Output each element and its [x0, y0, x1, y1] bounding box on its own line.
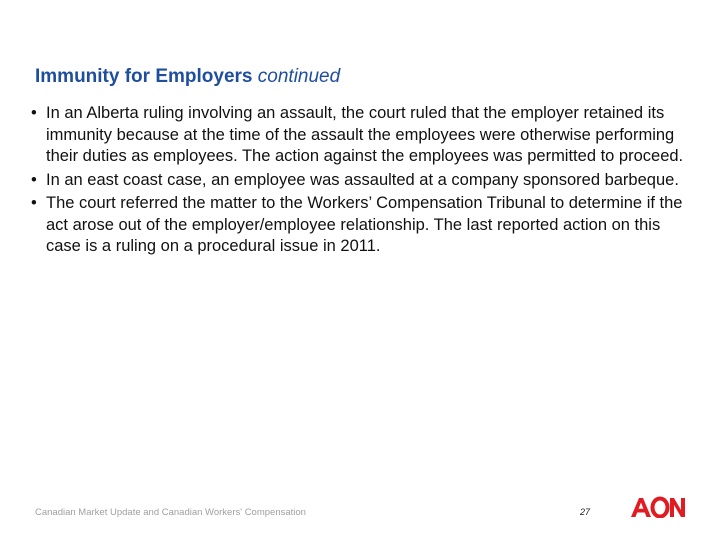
bullet-item — [28, 193, 688, 258]
bullet-dot-icon: • — [31, 194, 37, 212]
bullet-text: In an east coast case, an employee was assaulted at a company sponsored barbeque. — [46, 170, 679, 189]
bullet-text: The court referred the matter to the Workers’ Compensation Tribunal to determine if the act arose out of the employer/employee relationship. The last reported action on this case is a ruling on a procedural issue in 2011. — [46, 194, 683, 255]
footer-text: Canadian Market Update and Canadian Workers' Compensation — [35, 507, 306, 518]
title-main: Immunity for Employers — [35, 66, 253, 87]
bullet-item — [28, 170, 688, 192]
page-number: 27 — [580, 507, 591, 517]
bullet-text: In an Alberta ruling involving an assault, the court ruled that the employer retained its immunity because at the time of the assault the employees were otherwise performing their duties as employees. The action against the employees was permitted to proceed. — [46, 104, 684, 165]
bullet-list — [28, 103, 688, 260]
aon-logo-icon — [630, 496, 686, 518]
bullet-dot-icon: • — [31, 170, 37, 189]
bullet-dot-icon: • — [31, 104, 37, 122]
bullet-item — [28, 103, 688, 168]
slide-title — [35, 66, 340, 88]
title-suffix: continued — [257, 66, 341, 87]
